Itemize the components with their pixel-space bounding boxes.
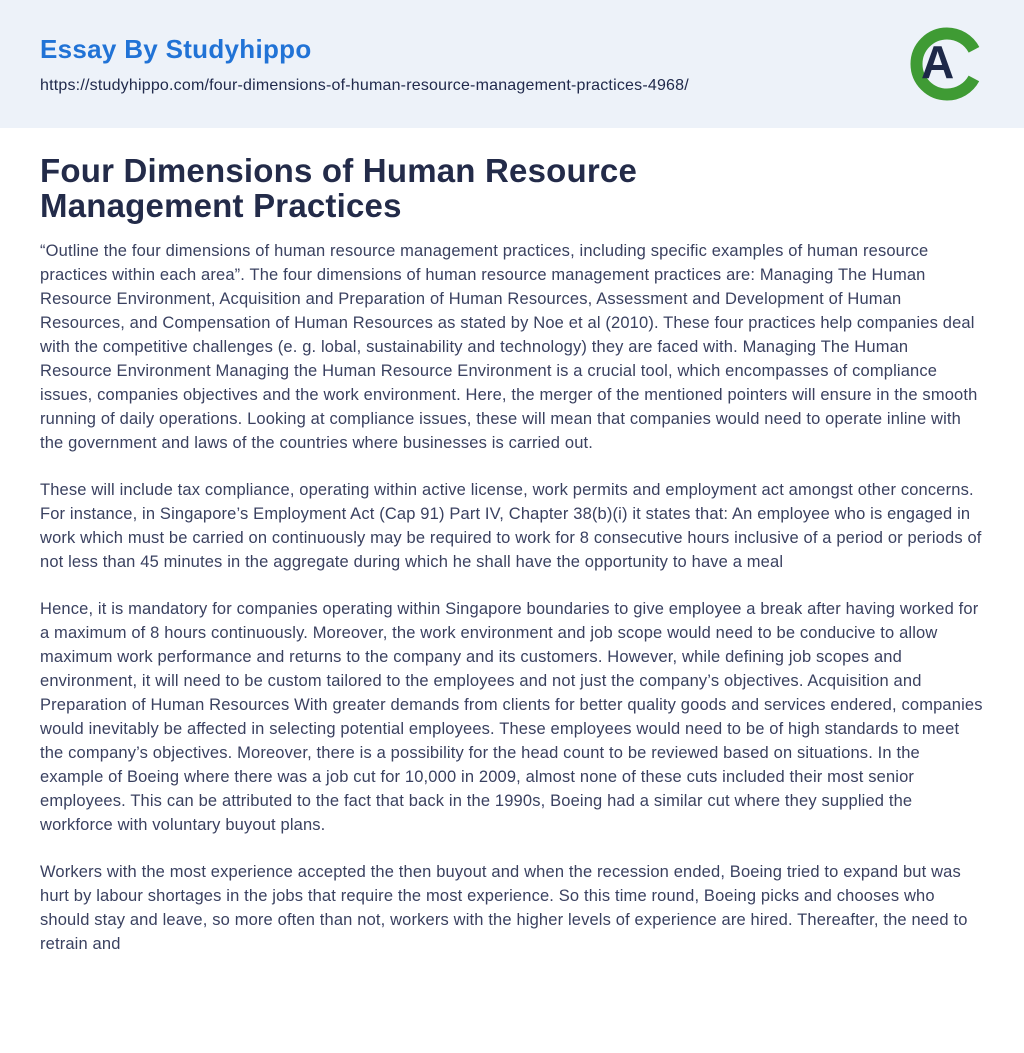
article-paragraph-4: Workers with the most experience accepted the then buyout and when the recession ended, Boeing tried to expand but was hurt by labour shortages in the jobs that require the most experience. So this time round, Boeing picks and chooses who should stay and leave, so more often than not, workers with the higher levels of experience are hired. Thereafter, the need to retrain and [40, 863, 968, 954]
article-paragraph-3: Hence, it is mandatory for companies operating within Singapore boundaries to give employee a break after having worked for a maximum of 8 hours continuously. Moreover, the work environment and job scope would need to be conducive to allow maximum work performance and returns to the company and its customers. However, while defining job scopes and environment, it will need to be custom tailored to the employees and not just the company’s objectives. Acquisition and Preparation of Human Resources With greater demands from clients for better quality goods and services endered, companies would inevitably be affected in selecting potential employees. These employees would need to be of high standards to meet the company’s objectives. Moreover, there is a possibility for the head count to be reviewed based on situations. In the example of Boeing where there was a job cut for 10,000 in 2009, almost none of these cuts included their most senior employees. This can be attributed to the fact that back in the 1990s, Boeing had a similar cut where they supplied the workforce with voluntary buyout plans. [40, 600, 983, 835]
article-title: Four Dimensions of Human Resource Management Practices [40, 152, 638, 224]
page-header [0, 0, 1024, 128]
article-url-link[interactable]: https://studyhippo.com/four-dimensions-of-human-resource-management-practices-4968/ [40, 76, 689, 94]
site-title-link[interactable]: Essay By Studyhippo [40, 33, 312, 64]
article-paragraph-1: “Outline the four dimensions of human resource management practices, including specific examples of human resource practices within each area”. The four dimensions of human resource management practices are: Managing The Human Resource Environment, Acquisition and Preparation of Human Resources, Assessment and Development of Human Resources, and Compensation of Human Resources as stated by Noe et al (2010). These four practices help companies deal with the competitive challenges (e. g. lobal, sustainability and technology) they are faced with. Managing The Human Resource Environment Managing the Human Resource Environment is a crucial tool, which encompasses of compliance issues, companies objectives and the work environment. Here, the merger of the mentioned pointers will ensure in the smooth running of daily operations. Looking at compliance issues, these will mean that companies would need to operate inline with the government and laws of the countries where businesses is carried out. [40, 242, 978, 453]
logo-letter: A [921, 36, 955, 89]
studyhippo-logo[interactable] [910, 27, 984, 101]
article-paragraph-2: These will include tax compliance, operating within active license, work permits and employment act amongst other concerns. For instance, in Singapore’s Employment Act (Cap 91) Part IV, Chapter 38(b)(i) it states that: An employee who is engaged in work which must be carried on continuously may be required to work for 8 consecutive hours inclusive of a period or periods of not less than 45 minutes in the aggregate during which he shall have the opportunity to have a meal [40, 481, 982, 572]
header-text [40, 34, 689, 95]
article [0, 128, 1024, 1016]
